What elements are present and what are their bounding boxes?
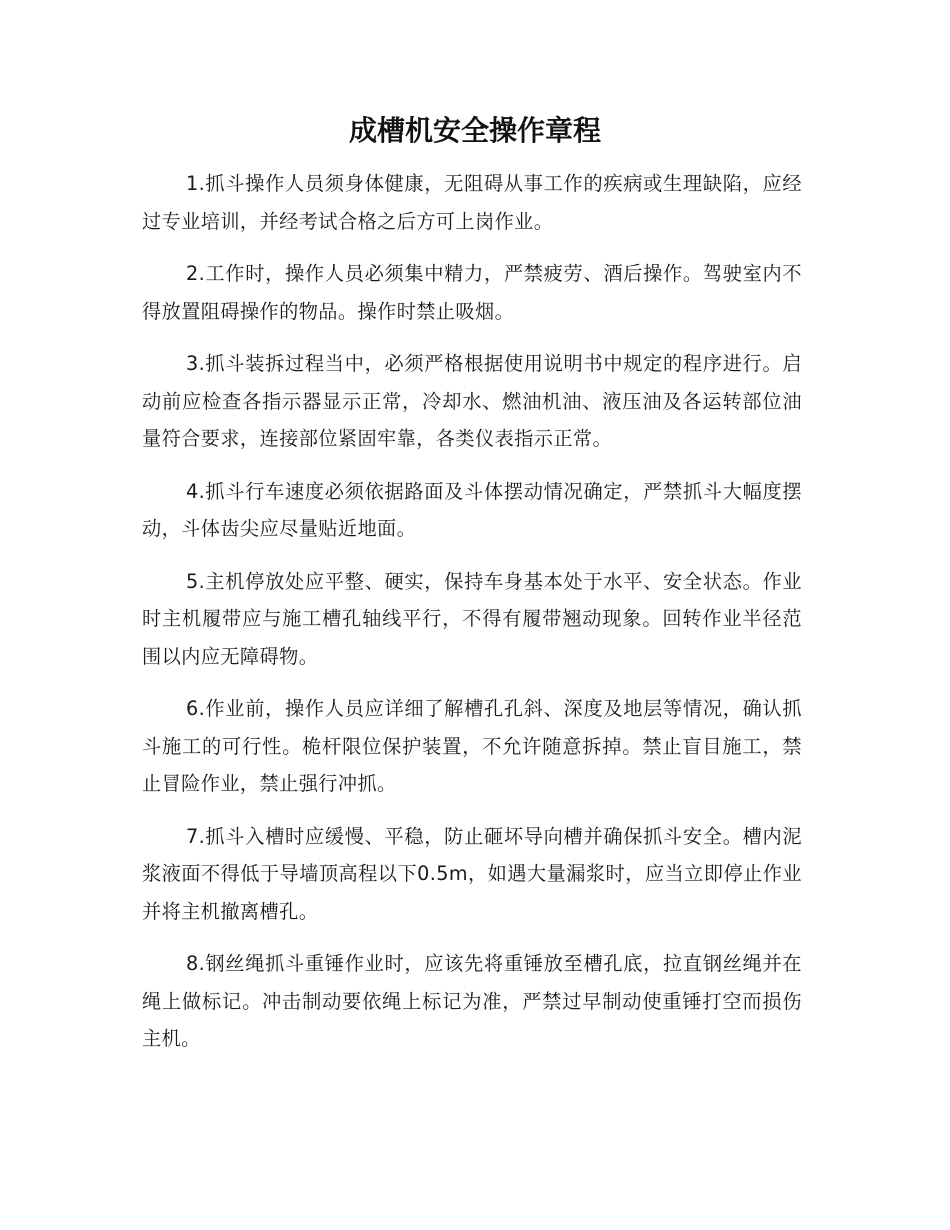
paragraph-8: 8.钢丝绳抓斗重锤作业时，应该先将重锤放至槽孔底，拉直钢丝绳并在绳上做标记。冲击制动要依绳上标记为准，严禁过早制动使重锤打空而损伤主机。 [142, 952, 802, 1050]
paragraph-4: 4.抓斗行车速度必须依据路面及斗体摆动情况确定，严禁抓斗大幅度摆动，斗体齿尖应尽量贴近地面。 [142, 479, 802, 540]
paragraph-6: 6.作业前，操作人员应详细了解槽孔孔斜、深度及地层等情况，确认抓斗施工的可行性。桅杆限位保护装置，不允许随意拆掉。禁止盲目施工，禁止冒险作业，禁止强行冲抓。 [142, 697, 802, 795]
paragraph-5: 5.主机停放处应平整、硬实，保持车身基本处于水平、安全状态。作业时主机履带应与施工槽孔轴线平行，不得有履带翘动现象。回转作业半径范围以内应无障碍物。 [142, 569, 802, 668]
paragraph-1: 1.抓斗操作人员须身体健康，无阻碍从事工作的疾病或生理缺陷，应经过专业培训，并经考试合格之后方可上岗作业。 [142, 172, 802, 233]
paragraph-3: 3.抓斗装拆过程当中，必须严格根据使用说明书中规定的程序进行。启动前应检查各指示器显示正常，冷却水、燃油机油、液压油及各运转部位油量符合要求，连接部位紧固牢靠，各类仪表指示正常。 [142, 352, 802, 450]
document-title: 成槽机安全操作章程 [348, 114, 601, 147]
paragraph-7: 7.抓斗入槽时应缓慢、平稳，防止砸坏导向槽并确保抓斗安全。槽内泥浆液面不得低于导墙顶高程以下0.5m，如遇大量漏浆时，应当立即停止作业并将主机撤离槽孔。 [142, 824, 802, 923]
document-body [142, 165, 802, 1073]
paragraph-2: 2.工作时，操作人员必须集中精力，严禁疲劳、酒后操作。驾驶室内不得放置阻碍操作的物品。操作时禁止吸烟。 [142, 262, 802, 323]
